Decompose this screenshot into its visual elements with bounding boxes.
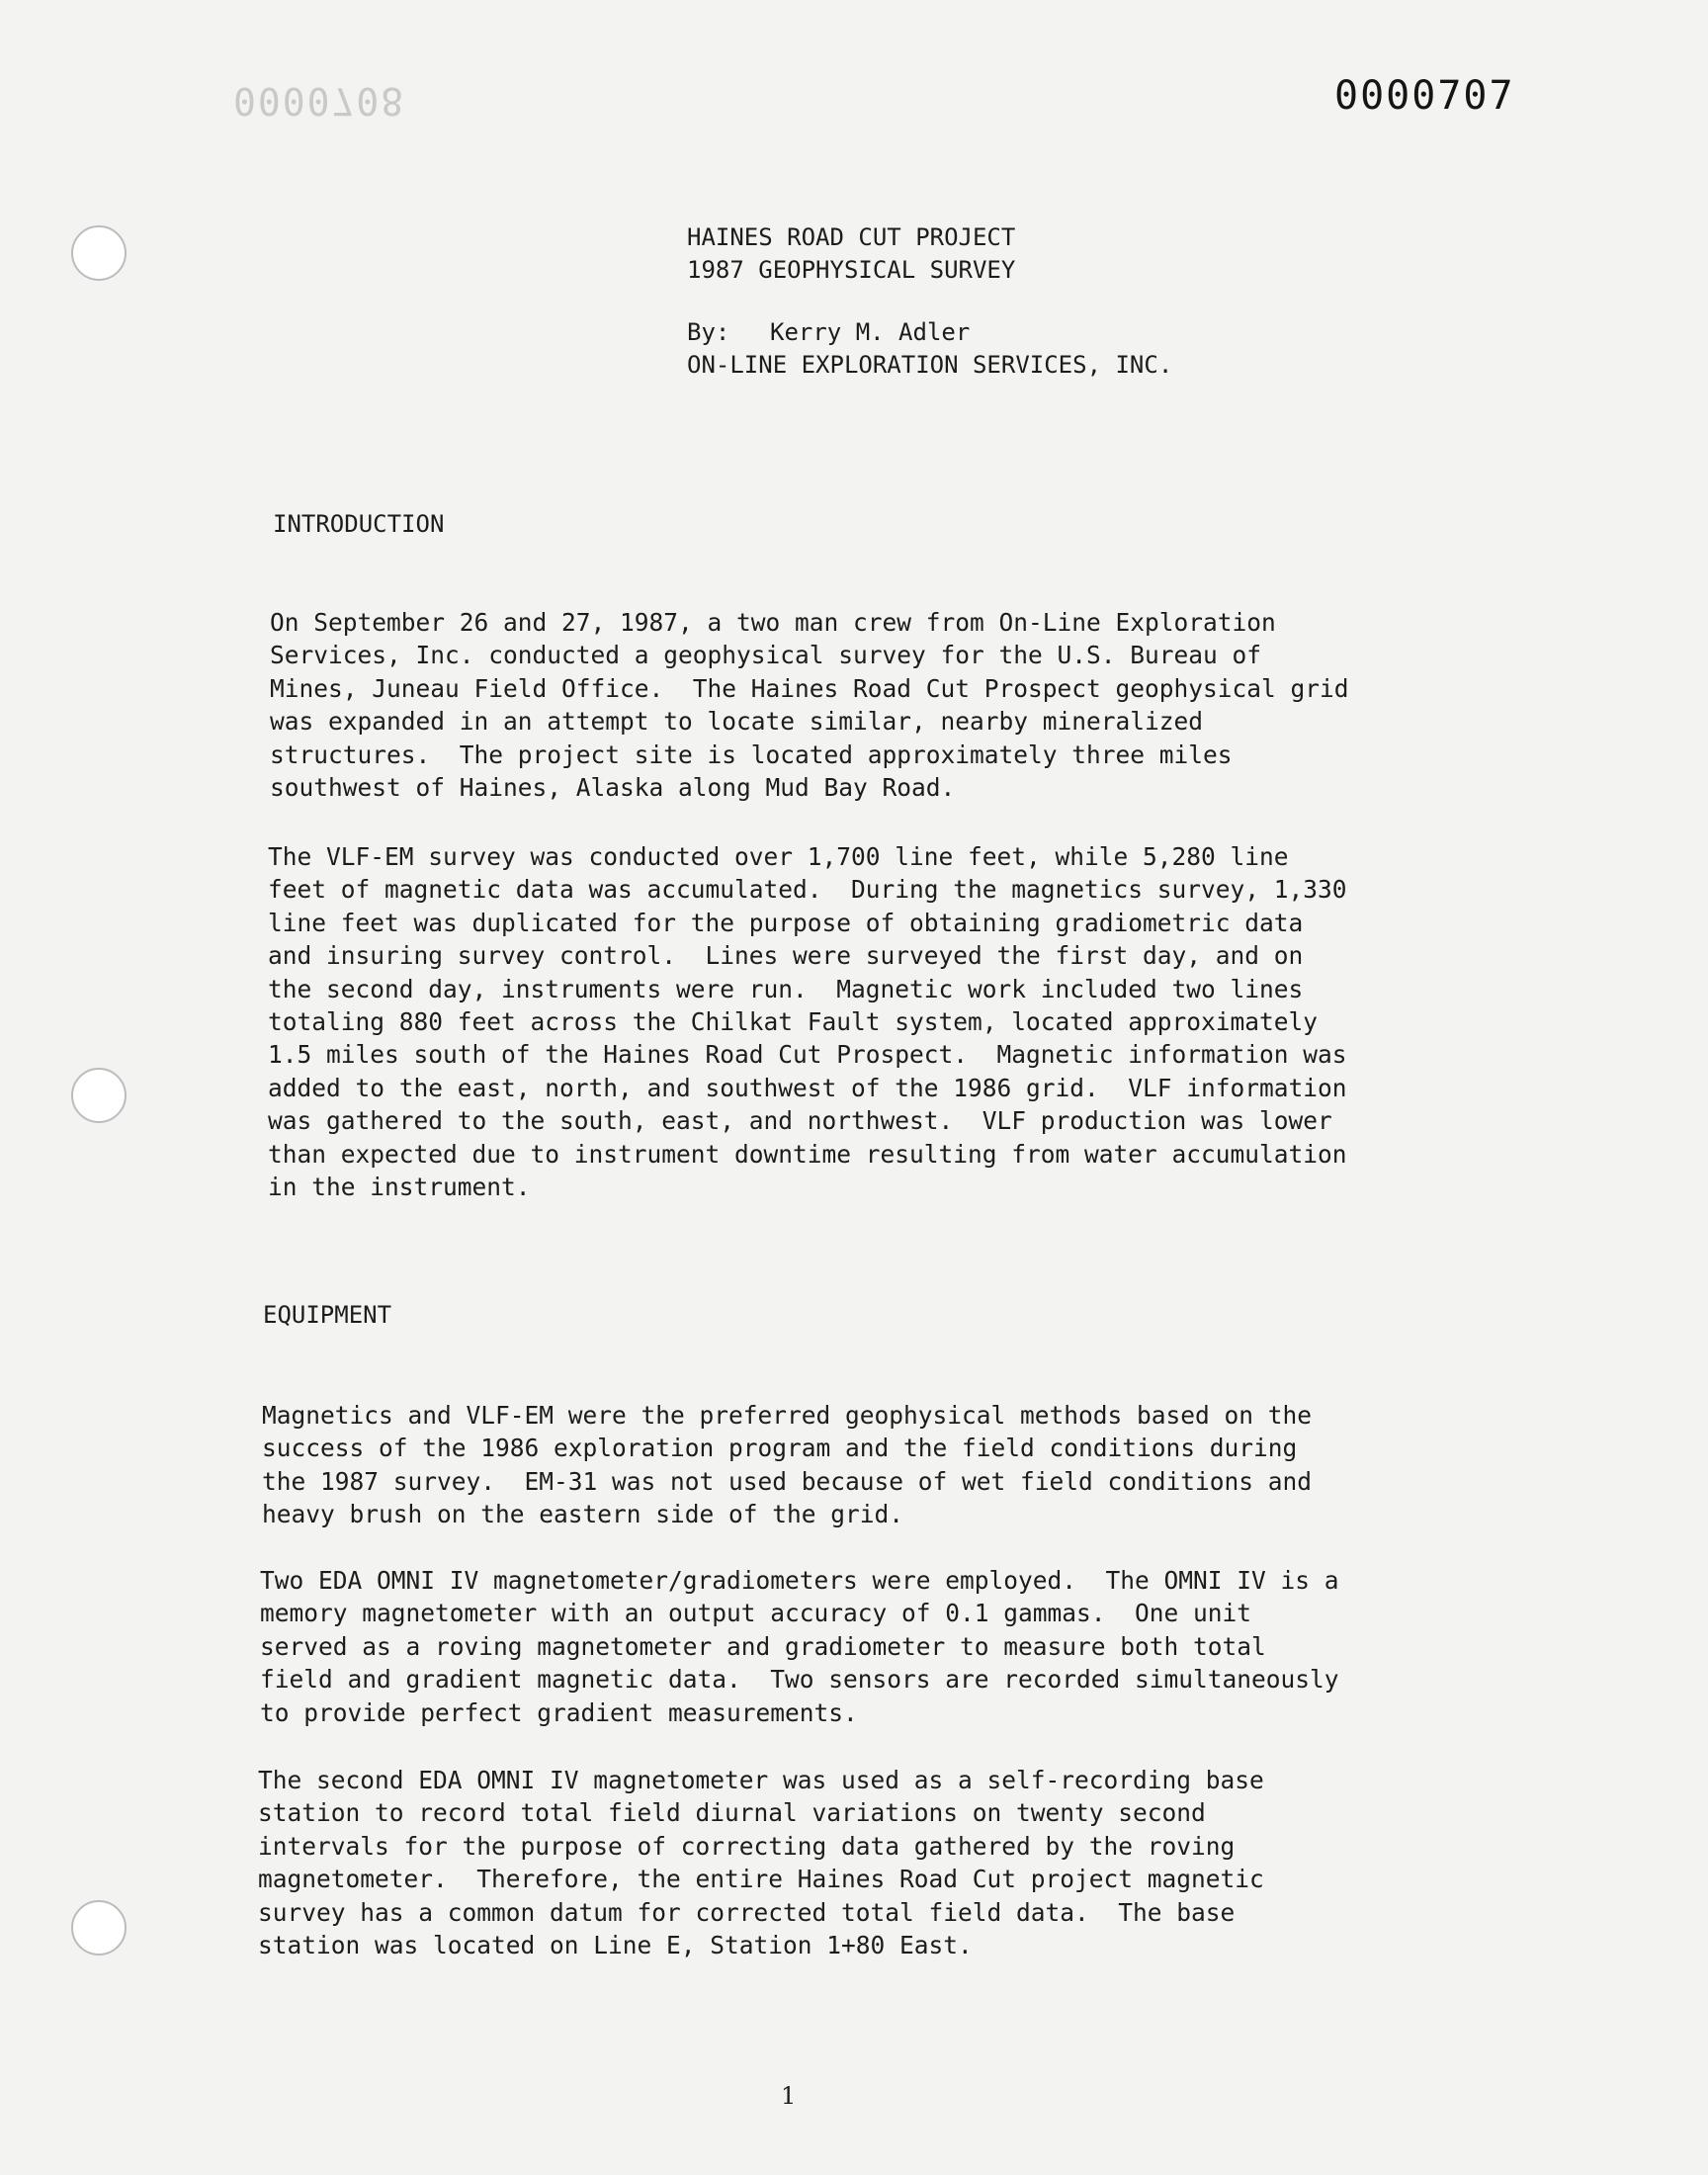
equipment-paragraph-1: Magnetics and VLF-EM were the preferred geophysical methods based on the success of the 1986 exploration program and the field conditions during the 1987 survey. EM-31 was not used because of wet field conditions and heavy brush on the eastern side of the grid. (262, 1401, 1313, 1529)
introduction-paragraph-1: On September 26 and 27, 1987, a two man crew from On-Line Exploration Services, Inc. conducted a geophysical survey for the U.S. Bureau of Mines, Juneau Field Office. The Haines Road Cut Prospect geophysical grid was expanded in an attempt to locate similar, nearby mineralized structures. The project site is located approximately three miles southwest of Haines, Alaska along Mud Bay Road. (270, 608, 1349, 803)
introduction-heading: INTRODUCTION (273, 510, 445, 538)
report-title-block (687, 221, 1015, 287)
page-number: 1 (781, 2082, 797, 2110)
equipment-paragraph-2: Two EDA OMNI IV magnetometer/gradiometers were employed. The OMNI IV is a memory magnetometer with an output accuracy of 0.1 gammas. One unit served as a roving magnetometer and gradiometer to measure both total field and gradient magnetic data. Two sensors are recorded simultaneously to provide perfect gradient measurements. (260, 1566, 1339, 1727)
report-title: HAINES ROAD CUT PROJECT (687, 223, 1016, 251)
company-name: ON-LINE EXPLORATION SERVICES, INC. (687, 351, 1173, 379)
document-control-number: 0000707 (1334, 73, 1515, 119)
binder-hole-top (71, 225, 127, 281)
introduction-paragraph-2: The VLF-EM survey was conducted over 1,700 line feet, while 5,280 line feet of magnetic data was accumulated. During the magnetics survey, 1,330 line feet was duplicated for the purpose of obtaining gradiometric data and insuring survey control. Lines were surveyed the first day, and on the second day, instruments were run. Magnetic work included two lines totaling 880 feet across the Chilkat Fault system, located approximately 1.5 miles south of the Haines Road Cut Prospect. Magnetic information was added to the east, north, and southwest of the 1986 grid. VLF information was gathered to the south, east, and northwest. VLF production was lower than expected due to instrument downtime resulting from water accumulation in the instrument. (268, 842, 1347, 1202)
binder-hole-bottom (71, 1900, 127, 1956)
author-name: Kerry M. Adler (770, 318, 971, 346)
by-label: By: (687, 318, 730, 346)
bleed-through-page-number: 0000708 (233, 79, 406, 123)
equipment-heading: EQUIPMENT (263, 1301, 392, 1329)
binder-hole-middle (71, 1068, 127, 1123)
report-subtitle: 1987 GEOPHYSICAL SURVEY (687, 256, 1016, 284)
author-block (687, 316, 1172, 382)
equipment-paragraph-3: The second EDA OMNI IV magnetometer was used as a self-recording base station to record total field diurnal variations on twenty second intervals for the purpose of correcting data gathered by the roving magnetometer. Therefore, the entire Haines Road Cut project magnetic survey has a common datum for corrected total field data. The base station was located on Line E, Station 1+80 East. (258, 1766, 1264, 1960)
